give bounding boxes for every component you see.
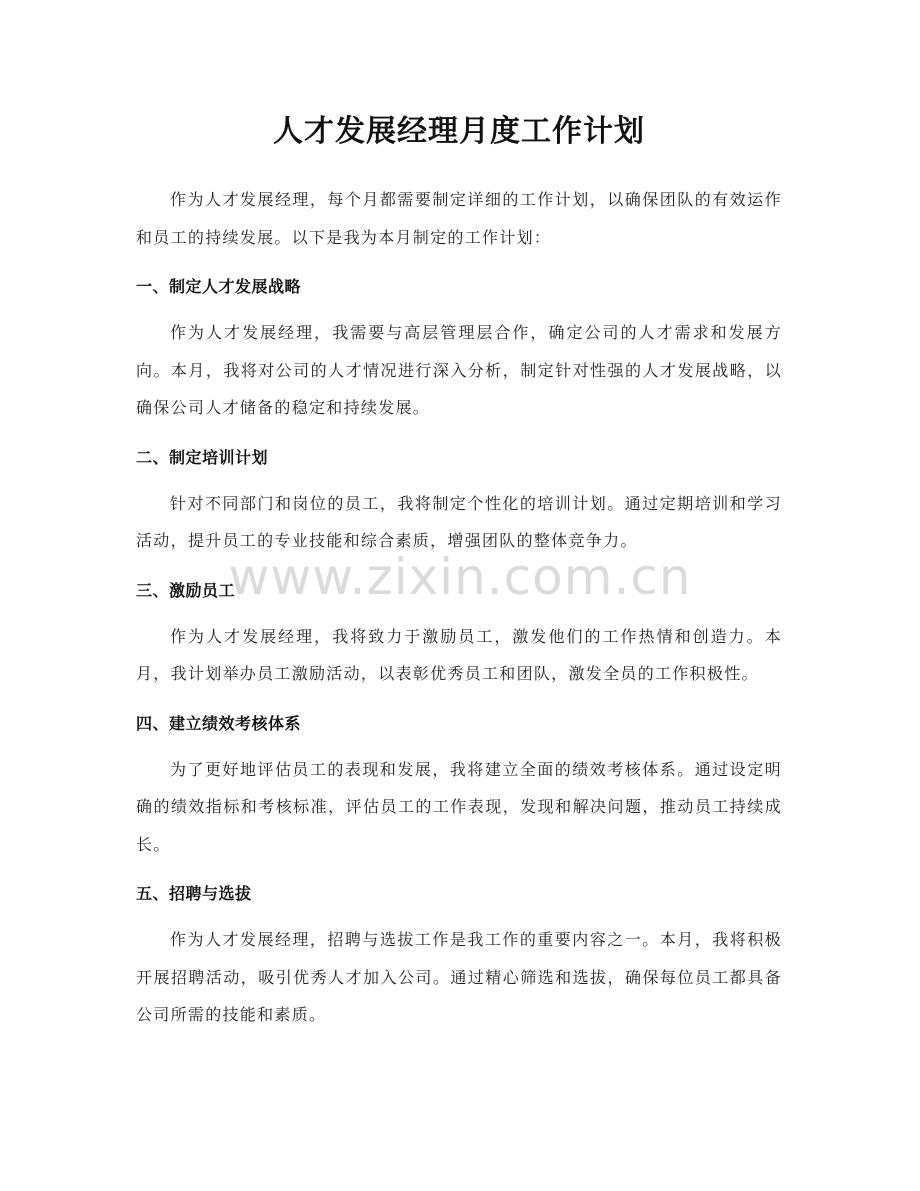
document-title: 人才发展经理月度工作计划 [273, 114, 645, 149]
section-training [136, 445, 782, 560]
section-strategy [136, 274, 782, 427]
section-motivation [136, 578, 782, 693]
section-body: 作为人才发展经理，我将致力于激励员工，激发他们的工作热情和创造力。本月，我计划举办员工激励活动，以表彰优秀员工和团队，激发全员的工作积极性。 [136, 626, 782, 683]
section-heading: 二、制定培训计划 [136, 447, 269, 467]
section-body: 作为人才发展经理，我需要与高层管理层合作，确定公司的人才需求和发展方向。本月，我将对公司的人才情况进行深入分析，制定针对性强的人才发展战略，以确保公司人才储备的稳定和持续发展。 [136, 323, 782, 417]
section-heading: 三、激励员工 [136, 580, 236, 600]
section-heading: 一、制定人才发展战略 [136, 277, 302, 296]
section-heading: 四、建立绩效考核体系 [136, 713, 302, 733]
section-body: 为了更好地评估员工的表现和发展，我将建立全面的绩效考核体系。通过设定明确的绩效指标和考核标准，评估员工的工作表现，发现和解决问题，推动员工持续成长。 [136, 759, 782, 854]
section-body: 针对不同部门和岗位的员工，我将制定个性化的培训计划。通过定期培训和学习活动，提升员工的专业技能和综合素质，增强团队的整体竞争力。 [136, 493, 782, 550]
watermark: www.zixin.com.cn [228, 548, 692, 606]
section-body: 作为人才发展经理，招聘与选拔工作是我工作的重要内容之一。本月，我将积极开展招聘活动，吸引优秀人才加入公司。通过精心筛选和选拔，确保每位员工都具备公司所需的技能和素质。 [136, 930, 782, 1024]
section-recruitment [136, 881, 782, 1034]
section-heading: 五、招聘与选拔 [136, 884, 252, 903]
intro-paragraph: 作为人才发展经理，每个月都需要制定详细的工作计划，以确保团队的有效运作和员工的持续发展。以下是我为本月制定的工作计划： [136, 190, 782, 247]
section-performance [136, 711, 782, 864]
